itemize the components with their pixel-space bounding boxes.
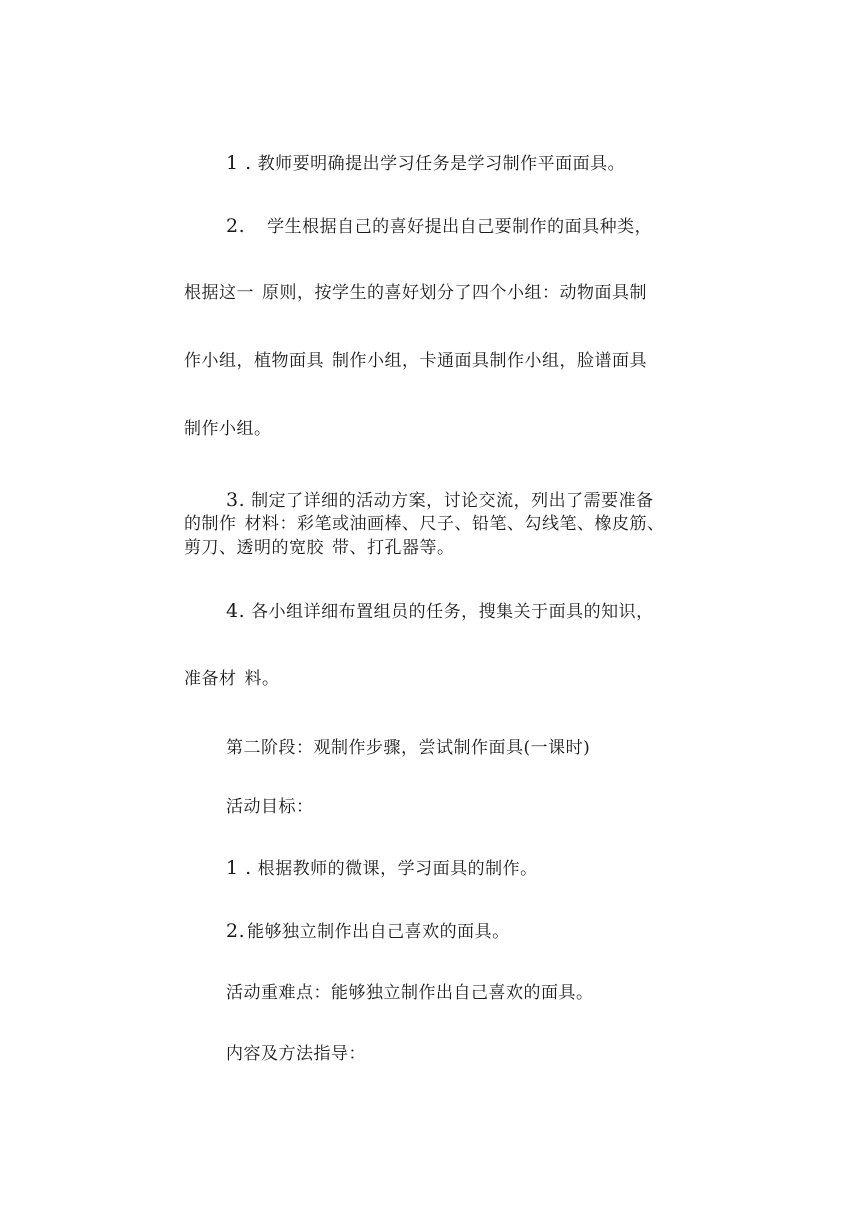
item-1-number: 1 . bbox=[226, 152, 252, 174]
item-2-text-2a: 根据这一 bbox=[184, 283, 254, 303]
item-4-text-2b: 料。 bbox=[244, 669, 280, 689]
goal-heading: 活动目标： bbox=[226, 797, 314, 817]
item-4-line-2 bbox=[184, 668, 280, 690]
item-3-text-2b: 材料：彩笔或油画棒、尺子、铅笔、勾线笔、橡皮筋、 bbox=[244, 514, 665, 534]
method-heading: 内容及方法指导： bbox=[226, 1044, 366, 1064]
item-4-number: 4. bbox=[226, 600, 246, 622]
key-points-line: 活动重难点：能够独立制作出自己喜欢的面具。 bbox=[226, 983, 594, 1003]
goal-2-number: 2. bbox=[226, 920, 246, 942]
item-3-line-2 bbox=[184, 513, 665, 535]
goal-1-number: 1 . bbox=[226, 857, 252, 879]
item-3-text-3b: 带、打孔器等。 bbox=[332, 538, 455, 558]
item-3-text-3a: 剪刀、透明的宽胶 bbox=[184, 538, 324, 558]
goal-1-text: 根据教师的微课，学习面具的制作。 bbox=[257, 859, 538, 879]
item-3-text-1: 制定了详细的活动方案，讨论交流，列出了需要准备 bbox=[251, 491, 654, 511]
goal-2-text: 能够独立制作出自己喜欢的面具。 bbox=[247, 922, 510, 942]
item-2-text-1: 学生根据自己的喜好提出自己要制作的面具种类， bbox=[267, 217, 653, 237]
item-1-line bbox=[226, 152, 625, 175]
goal-1-line bbox=[226, 857, 538, 880]
item-2-text-3b: 制作小组，卡通面具制作小组，脸谱面具 bbox=[332, 351, 647, 371]
item-2-line-3 bbox=[184, 350, 647, 372]
goal-2-line bbox=[226, 920, 510, 943]
item-2-text-4: 制作小组。 bbox=[184, 419, 272, 439]
item-4-line-1 bbox=[226, 600, 654, 623]
item-4-text-2a: 准备材 bbox=[184, 669, 237, 689]
item-3-text-2a: 的制作 bbox=[184, 514, 237, 534]
item-2-text-3a: 作小组，植物面具 bbox=[184, 351, 324, 371]
item-4-text-1: 各小组详细布置组员的任务，搜集关于面具的知识， bbox=[251, 602, 654, 622]
item-2-number: 2. bbox=[226, 215, 246, 237]
item-3-line-3 bbox=[184, 537, 455, 559]
item-2-line-1 bbox=[226, 215, 652, 238]
item-1-text: 教师要明确提出学习任务是学习制作平面面具。 bbox=[257, 154, 626, 174]
item-3-line-1 bbox=[226, 489, 654, 512]
item-2-line-2 bbox=[184, 282, 647, 304]
stage-2-heading: 第二阶段：观制作步骤，尝试制作面具(一课时) bbox=[226, 738, 591, 758]
item-2-text-2b: 原则，按学生的喜好划分了四个小组：动物面具制 bbox=[262, 283, 647, 303]
item-2-line-4 bbox=[184, 418, 272, 440]
item-3-number: 3. bbox=[226, 489, 246, 511]
